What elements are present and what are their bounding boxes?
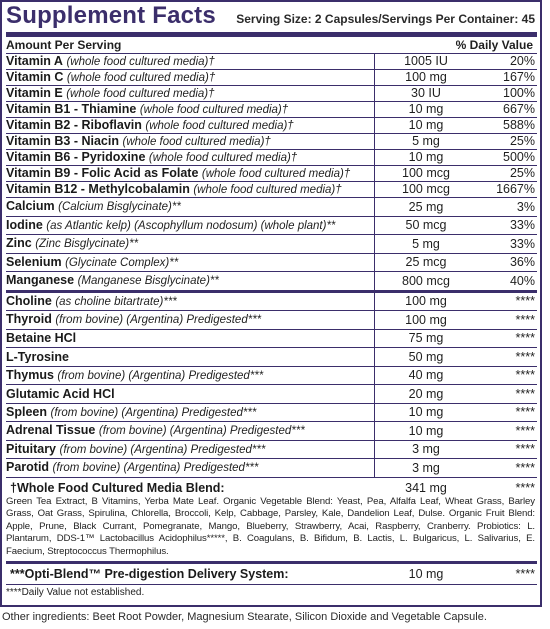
nutrient-row <box>6 198 537 217</box>
nutrient-dv: **** <box>515 294 535 308</box>
nutrient-dv: 588% <box>503 118 535 133</box>
nutrient-amount: 25 mcg <box>374 254 477 272</box>
nutrient-name: Vitamin B12 - Methylcobalamin (whole food cultured media)† <box>6 182 342 196</box>
other-ingredient-rows <box>6 293 537 478</box>
nutrient-name: Choline (as choline bitartrate)*** <box>6 294 177 308</box>
nutrient-amount: 75 mg <box>374 330 477 348</box>
nutrient-row <box>6 70 537 86</box>
nutrient-amount: 5 mg <box>374 134 477 149</box>
nutrient-amount: 800 mcg <box>374 272 477 290</box>
nutrient-dv: 36% <box>509 255 535 269</box>
nutrient-name: Pituitary (from bovine) (Argentina) Predigested*** <box>6 442 266 456</box>
nutrient-name: Vitamin B3 - Niacin (whole food cultured media)† <box>6 134 271 148</box>
nutrient-dv: 33% <box>509 236 535 251</box>
nutrient-name: Selenium (Glycinate Complex)** <box>6 255 179 269</box>
nutrient-name: Spleen (from bovine) (Argentina) Predigested*** <box>6 405 257 419</box>
nutrient-name: Vitamin A (whole food cultured media)† <box>6 54 215 68</box>
nutrient-dv: **** <box>515 442 535 456</box>
nutrient-name: Betaine HCl <box>6 332 77 345</box>
nutrient-dv: 40% <box>509 273 535 288</box>
nutrient-name: Vitamin E (whole food cultured media)† <box>6 86 215 100</box>
nutrient-row <box>6 254 537 273</box>
nutrient-row <box>6 166 537 182</box>
blend-description: Green Tea Extract, B Vitamins, Yerba Mate Leaf. Organic Vegetable Blend: Yeast, Pea, Alfalfa Leaf, Wheat Grass, Barley Grass, Oat Grass, Spirulina, Chlorella, Broccoli, Kelp, Cabbage, Parsley, Kale, Dandelion Leaf, Dulse. Organic Fruit Blend: Apple, Prune, Black Currant, Pomegranate, Mango, Blueberry, Strawberry, Acai, Raspberry, Cranberry. Probiotics: L. Plantarum, DDS-1™ Lactobacillus Acidophilus*****, B. Coagulans, B. Bifidum, B. Lactis, L. Bulgaricus, L. Salivarius, E. Faecium, Streptococcus Thermophilus. <box>6 495 535 557</box>
nutrient-name: Adrenal Tissue (from bovine) (Argentina) Predigested*** <box>6 424 305 437</box>
nutrient-amount: 20 mg <box>374 385 477 403</box>
nutrient-row <box>6 235 537 254</box>
nutrient-dv: 33% <box>509 218 535 232</box>
nutrient-row <box>6 134 537 150</box>
nutrient-row <box>6 311 537 330</box>
nutrient-amount: 100 mg <box>374 311 477 329</box>
nutrient-dv: **** <box>515 349 535 364</box>
nutrient-amount: 10 mg <box>374 404 477 422</box>
nutrient-name: Glutamic Acid HCl <box>6 387 115 400</box>
nutrient-amount: 100 mcg <box>374 166 477 181</box>
nutrient-dv: 25% <box>509 166 535 181</box>
nutrient-amount: 50 mcg <box>374 217 477 235</box>
nutrient-amount: 50 mg <box>374 348 477 366</box>
nutrient-name: Thyroid (from bovine) (Argentina) Predigested*** <box>6 313 262 326</box>
nutrient-amount: 100 mg <box>374 70 477 85</box>
serving-info: Serving Size: 2 Capsules/Servings Per Container: 45 <box>236 12 535 26</box>
panel-title: Supplement Facts <box>6 2 216 29</box>
nutrient-amount: 10 mg <box>374 422 477 440</box>
nutrient-name: Calcium (Calcium Bisglycinate)** <box>6 200 181 213</box>
nutrient-name: Zinc (Zinc Bisglycinate)** <box>6 237 139 250</box>
blend-row <box>6 480 537 496</box>
nutrient-row <box>6 217 537 236</box>
nutrient-amount: 3 mg <box>374 441 477 459</box>
nutrient-row <box>6 86 537 102</box>
dv-header: % Daily Value <box>455 38 533 52</box>
nutrient-row <box>6 367 537 386</box>
column-header <box>6 37 537 54</box>
nutrient-row <box>6 182 537 198</box>
blend-dv: **** <box>515 480 535 495</box>
other-ingredients: Other ingredients: Beet Root Powder, Magnesium Stearate, Silicon Dioxide and Vegetable Capsule. <box>2 611 487 623</box>
nutrient-name: Vitamin B2 - Riboflavin (whole food cultured media)† <box>6 118 294 132</box>
nutrient-dv: 500% <box>503 150 535 165</box>
nutrient-dv: 667% <box>503 102 535 117</box>
nutrient-dv: **** <box>515 368 535 382</box>
nutrient-row <box>6 422 537 441</box>
nutrient-amount: 3 mg <box>374 459 477 477</box>
nutrient-row <box>6 459 537 478</box>
nutrient-name: L-Tyrosine <box>6 350 69 363</box>
nutrient-amount: 30 IU <box>374 86 477 101</box>
nutrient-row <box>6 272 537 293</box>
nutrient-name: Manganese (Manganese Bisglycinate)** <box>6 274 219 287</box>
nutrient-row <box>6 150 537 166</box>
nutrient-dv: **** <box>515 423 535 438</box>
nutrient-amount: 1005 IU <box>374 54 477 69</box>
blend-amount: 341 mg <box>405 480 447 495</box>
nutrient-row <box>6 404 537 423</box>
nutrient-amount: 25 mg <box>374 198 477 216</box>
nutrient-dv: **** <box>515 312 535 327</box>
nutrient-name: Vitamin B6 - Pyridoxine (whole food cultured media)† <box>6 150 298 164</box>
nutrient-dv: 1667% <box>496 182 535 197</box>
nutrient-row <box>6 118 537 134</box>
nutrient-dv: **** <box>515 386 535 401</box>
nutrient-amount: 10 mg <box>374 118 477 133</box>
nutrient-row <box>6 441 537 460</box>
blend-title: †Whole Food Cultured Media Blend: <box>10 480 225 495</box>
nutrient-dv: 167% <box>503 70 535 85</box>
nutrient-amount: 100 mg <box>374 293 477 311</box>
nutrient-dv: **** <box>515 460 535 475</box>
nutrient-dv: 25% <box>509 134 535 149</box>
nutrient-dv: 100% <box>503 86 535 101</box>
nutrient-row <box>6 102 537 118</box>
nutrient-row <box>6 385 537 404</box>
footnote: ****Daily Value not established. <box>6 587 145 599</box>
title-row <box>6 2 537 37</box>
nutrient-dv: **** <box>515 331 535 345</box>
vitamin-mineral-rows <box>6 54 537 293</box>
nutrient-row <box>6 330 537 349</box>
opti-dv: **** <box>515 567 535 582</box>
nutrient-amount: 5 mg <box>374 235 477 253</box>
nutrient-row <box>6 348 537 367</box>
nutrient-dv: **** <box>515 405 535 419</box>
amount-header: Amount Per Serving <box>6 38 122 52</box>
nutrient-dv: 3% <box>516 199 535 214</box>
nutrient-row <box>6 54 537 70</box>
nutrient-row <box>6 293 537 312</box>
nutrient-amount: 100 mcg <box>374 182 477 197</box>
nutrient-name: Vitamin C (whole food cultured media)† <box>6 70 216 84</box>
nutrient-name: Vitamin B9 - Folic Acid as Folate (whole food cultured media)† <box>6 166 351 180</box>
nutrient-amount: 10 mg <box>374 150 477 165</box>
opti-amount: 10 mg <box>408 567 444 582</box>
nutrient-dv: 20% <box>509 54 535 69</box>
nutrient-amount: 40 mg <box>374 367 477 385</box>
nutrient-name: Parotid (from bovine) (Argentina) Predigested*** <box>6 461 259 474</box>
opti-title: ***Opti-Blend™ Pre-digestion Delivery System: <box>10 567 289 582</box>
nutrient-amount: 10 mg <box>374 102 477 117</box>
nutrient-name: Vitamin B1 - Thiamine (whole food cultured media)† <box>6 102 289 116</box>
nutrient-name: Iodine (as Atlantic kelp) (Ascophyllum nodosum) (whole plant)** <box>6 218 336 232</box>
nutrient-name: Thymus (from bovine) (Argentina) Predigested*** <box>6 368 264 382</box>
opti-blend-row <box>6 564 537 585</box>
blend-section <box>6 478 537 565</box>
